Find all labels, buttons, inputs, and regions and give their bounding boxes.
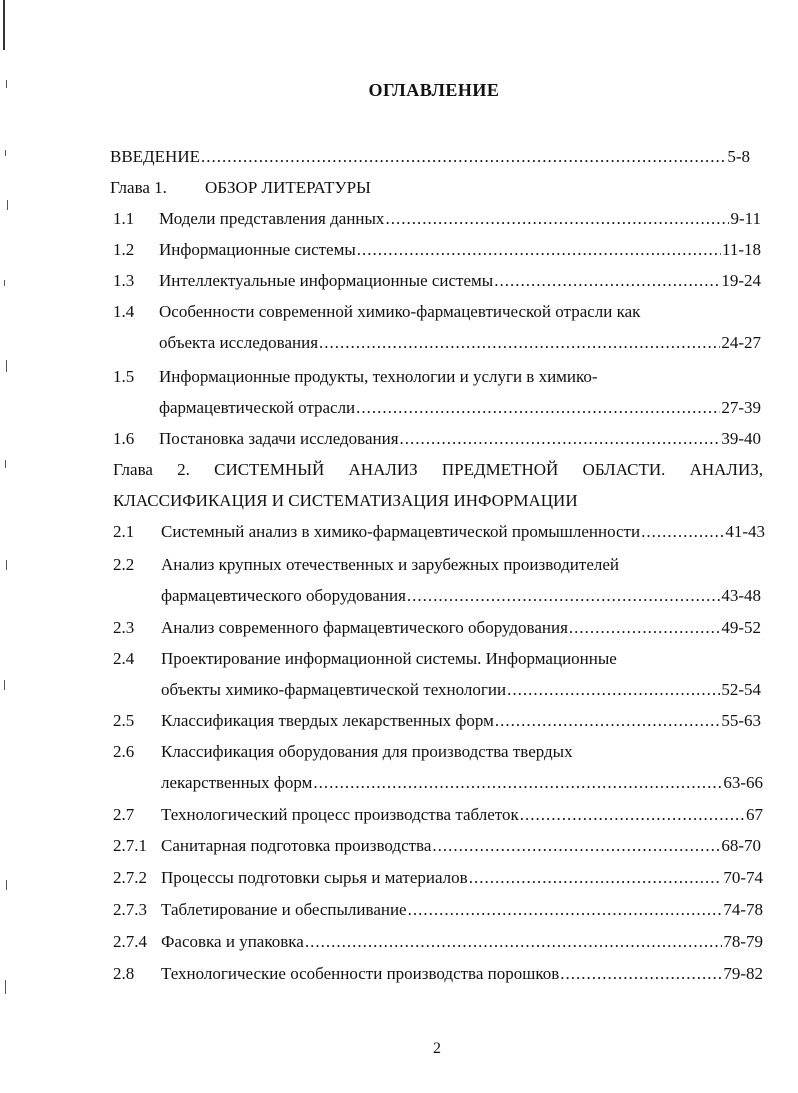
toc-number: 2.4 — [113, 649, 135, 668]
toc-entry-1-1 — [159, 207, 761, 231]
toc-number: 2.5 — [113, 711, 135, 730]
page-number: 2 — [433, 1040, 441, 1057]
toc-text: лекарственных форм — [161, 773, 313, 792]
toc-entry-1-4 — [159, 331, 761, 355]
toc-text: Таблетирование и обеспыливание — [161, 900, 407, 919]
toc-number: 1.3 — [113, 271, 135, 290]
toc-number: 2.1 — [113, 522, 135, 541]
toc-entry-2-7 — [161, 803, 763, 827]
toc-entry-2-7-2 — [161, 866, 763, 890]
toc-number: 2.3 — [113, 618, 135, 637]
toc-number: 1.5 — [113, 367, 135, 386]
toc-number: 2.7.2 — [113, 868, 147, 887]
toc-pages: 52-54 — [721, 680, 761, 699]
toc-entry-2-7-1 — [161, 834, 761, 858]
toc-text: фармацевтического оборудования — [161, 586, 406, 605]
chapter1-title: ОБЗОР ЛИТЕРАТУРЫ — [205, 178, 371, 197]
toc-entry-2-1 — [161, 520, 765, 544]
toc-pages: 9-11 — [730, 209, 761, 228]
toc-text: Системный анализ в химико-фармацевтической промышленности — [161, 522, 641, 541]
toc-text: Процессы подготовки сырья и материалов — [161, 868, 468, 887]
toc-pages: 67 — [746, 805, 763, 824]
toc-entry-2-3 — [161, 616, 761, 640]
toc-number: 2.7.1 — [113, 836, 147, 855]
toc-pages: 79-82 — [723, 964, 763, 983]
dot-leader — [313, 771, 722, 795]
dot-leader — [407, 584, 720, 608]
toc-number: 1.4 — [113, 302, 135, 321]
toc-entry-1-6 — [159, 427, 761, 451]
toc-pages: 74-78 — [723, 900, 763, 919]
toc-entry-2-7-4 — [161, 930, 763, 954]
toc-number: 2.2 — [113, 555, 135, 574]
toc-text-line1: Анализ крупных отечественных и зарубежных производителей — [161, 555, 620, 574]
dot-leader — [356, 396, 720, 420]
toc-text: Информационные системы — [159, 240, 356, 259]
toc-entry-1-2 — [159, 238, 761, 262]
toc-number: 1.6 — [113, 429, 135, 448]
toc-text: Интеллектуальные информационные системы — [159, 271, 494, 290]
dot-leader — [305, 930, 723, 954]
toc-entry-2-6 — [161, 771, 763, 795]
toc-number: 2.7.4 — [113, 932, 147, 951]
toc-text: Модели представления данных — [159, 209, 385, 228]
toc-pages: 63-66 — [723, 773, 763, 792]
toc-text-line1: Информационные продукты, технологии и услуги в химико- — [159, 367, 598, 386]
toc-text: Постановка задачи исследования — [159, 429, 399, 448]
toc-text-line1: Классификация оборудования для производства твердых — [161, 742, 573, 761]
toc-entry-2-5 — [161, 709, 761, 733]
toc-entry-1-5 — [159, 396, 761, 420]
toc-text: объекта исследования — [159, 333, 319, 352]
dot-leader — [469, 866, 723, 890]
toc-text: ВВЕДЕНИЕ — [110, 147, 200, 166]
dot-leader — [494, 269, 720, 293]
toc-entry-2-7-3 — [161, 898, 763, 922]
chapter2-line2: КЛАССИФИКАЦИЯ И СИСТЕМАТИЗАЦИЯ ИНФОРМАЦИИ — [113, 491, 578, 510]
toc-pages: 55-63 — [721, 711, 761, 730]
toc-entry-1-3 — [159, 269, 761, 293]
chapter2-line1: Глава 2. СИСТЕМНЫЙ АНАЛИЗ ПРЕДМЕТНОЙ ОБЛАСТИ. АНАЛИЗ, — [113, 460, 763, 479]
dot-leader — [641, 520, 724, 544]
dot-leader — [495, 709, 720, 733]
toc-number: 1.1 — [113, 209, 135, 228]
toc-pages: 68-70 — [721, 836, 761, 855]
toc-text-line1: Особенности современной химико-фармацевтической отрасли как — [159, 302, 641, 321]
dot-leader — [520, 803, 745, 827]
toc-number: 2.8 — [113, 964, 135, 983]
toc-pages: 11-18 — [721, 240, 761, 259]
toc-pages: 39-40 — [721, 429, 761, 448]
toc-text: Анализ современного фармацевтического оборудования — [161, 618, 568, 637]
toc-number: 2.7.3 — [113, 900, 147, 919]
toc-text: Санитарная подготовка производства — [161, 836, 432, 855]
toc-pages: 24-27 — [721, 333, 761, 352]
scan-margin-marks — [0, 0, 20, 1093]
toc-text: Фасовка и упаковка — [161, 932, 304, 951]
toc-entry-2-2 — [161, 584, 761, 608]
dot-leader — [560, 962, 722, 986]
toc-pages: 43-48 — [721, 586, 761, 605]
dot-leader — [319, 331, 720, 355]
toc-pages: 19-24 — [721, 271, 761, 290]
dot-leader — [569, 616, 720, 640]
toc-entry-2-8 — [161, 962, 763, 986]
chapter1-label: Глава 1. — [110, 178, 167, 197]
dot-leader — [507, 678, 720, 702]
toc-entry-2-4 — [161, 678, 761, 702]
dot-leader — [408, 898, 723, 922]
toc-pages: 70-74 — [723, 868, 763, 887]
toc-pages: 27-39 — [721, 398, 761, 417]
toc-text: Классификация твердых лекарственных форм — [161, 711, 494, 730]
dot-leader — [201, 145, 726, 169]
toc-number: 2.7 — [113, 805, 135, 824]
toc-text: Технологические особенности производства порошков — [161, 964, 560, 983]
toc-intro — [110, 145, 750, 169]
toc-pages: 78-79 — [723, 932, 763, 951]
toc-text-line1: Проектирование информационной системы. Информационные — [161, 649, 617, 668]
dot-leader — [400, 427, 721, 451]
document-title: ОГЛАВЛЕНИЕ — [368, 80, 500, 100]
dot-leader — [385, 207, 729, 231]
toc-number: 2.6 — [113, 742, 135, 761]
toc-pages: 5-8 — [727, 147, 750, 166]
toc-number: 1.2 — [113, 240, 135, 259]
toc-pages: 49-52 — [721, 618, 761, 637]
dot-leader — [357, 238, 721, 262]
dot-leader — [432, 834, 720, 858]
toc-text: фармацевтической отрасли — [159, 398, 356, 417]
toc-pages: 41-43 — [725, 522, 765, 541]
toc-text: объекты химико-фармацевтической технологии — [161, 680, 507, 699]
toc-text: Технологический процесс производства таблеток — [161, 805, 519, 824]
